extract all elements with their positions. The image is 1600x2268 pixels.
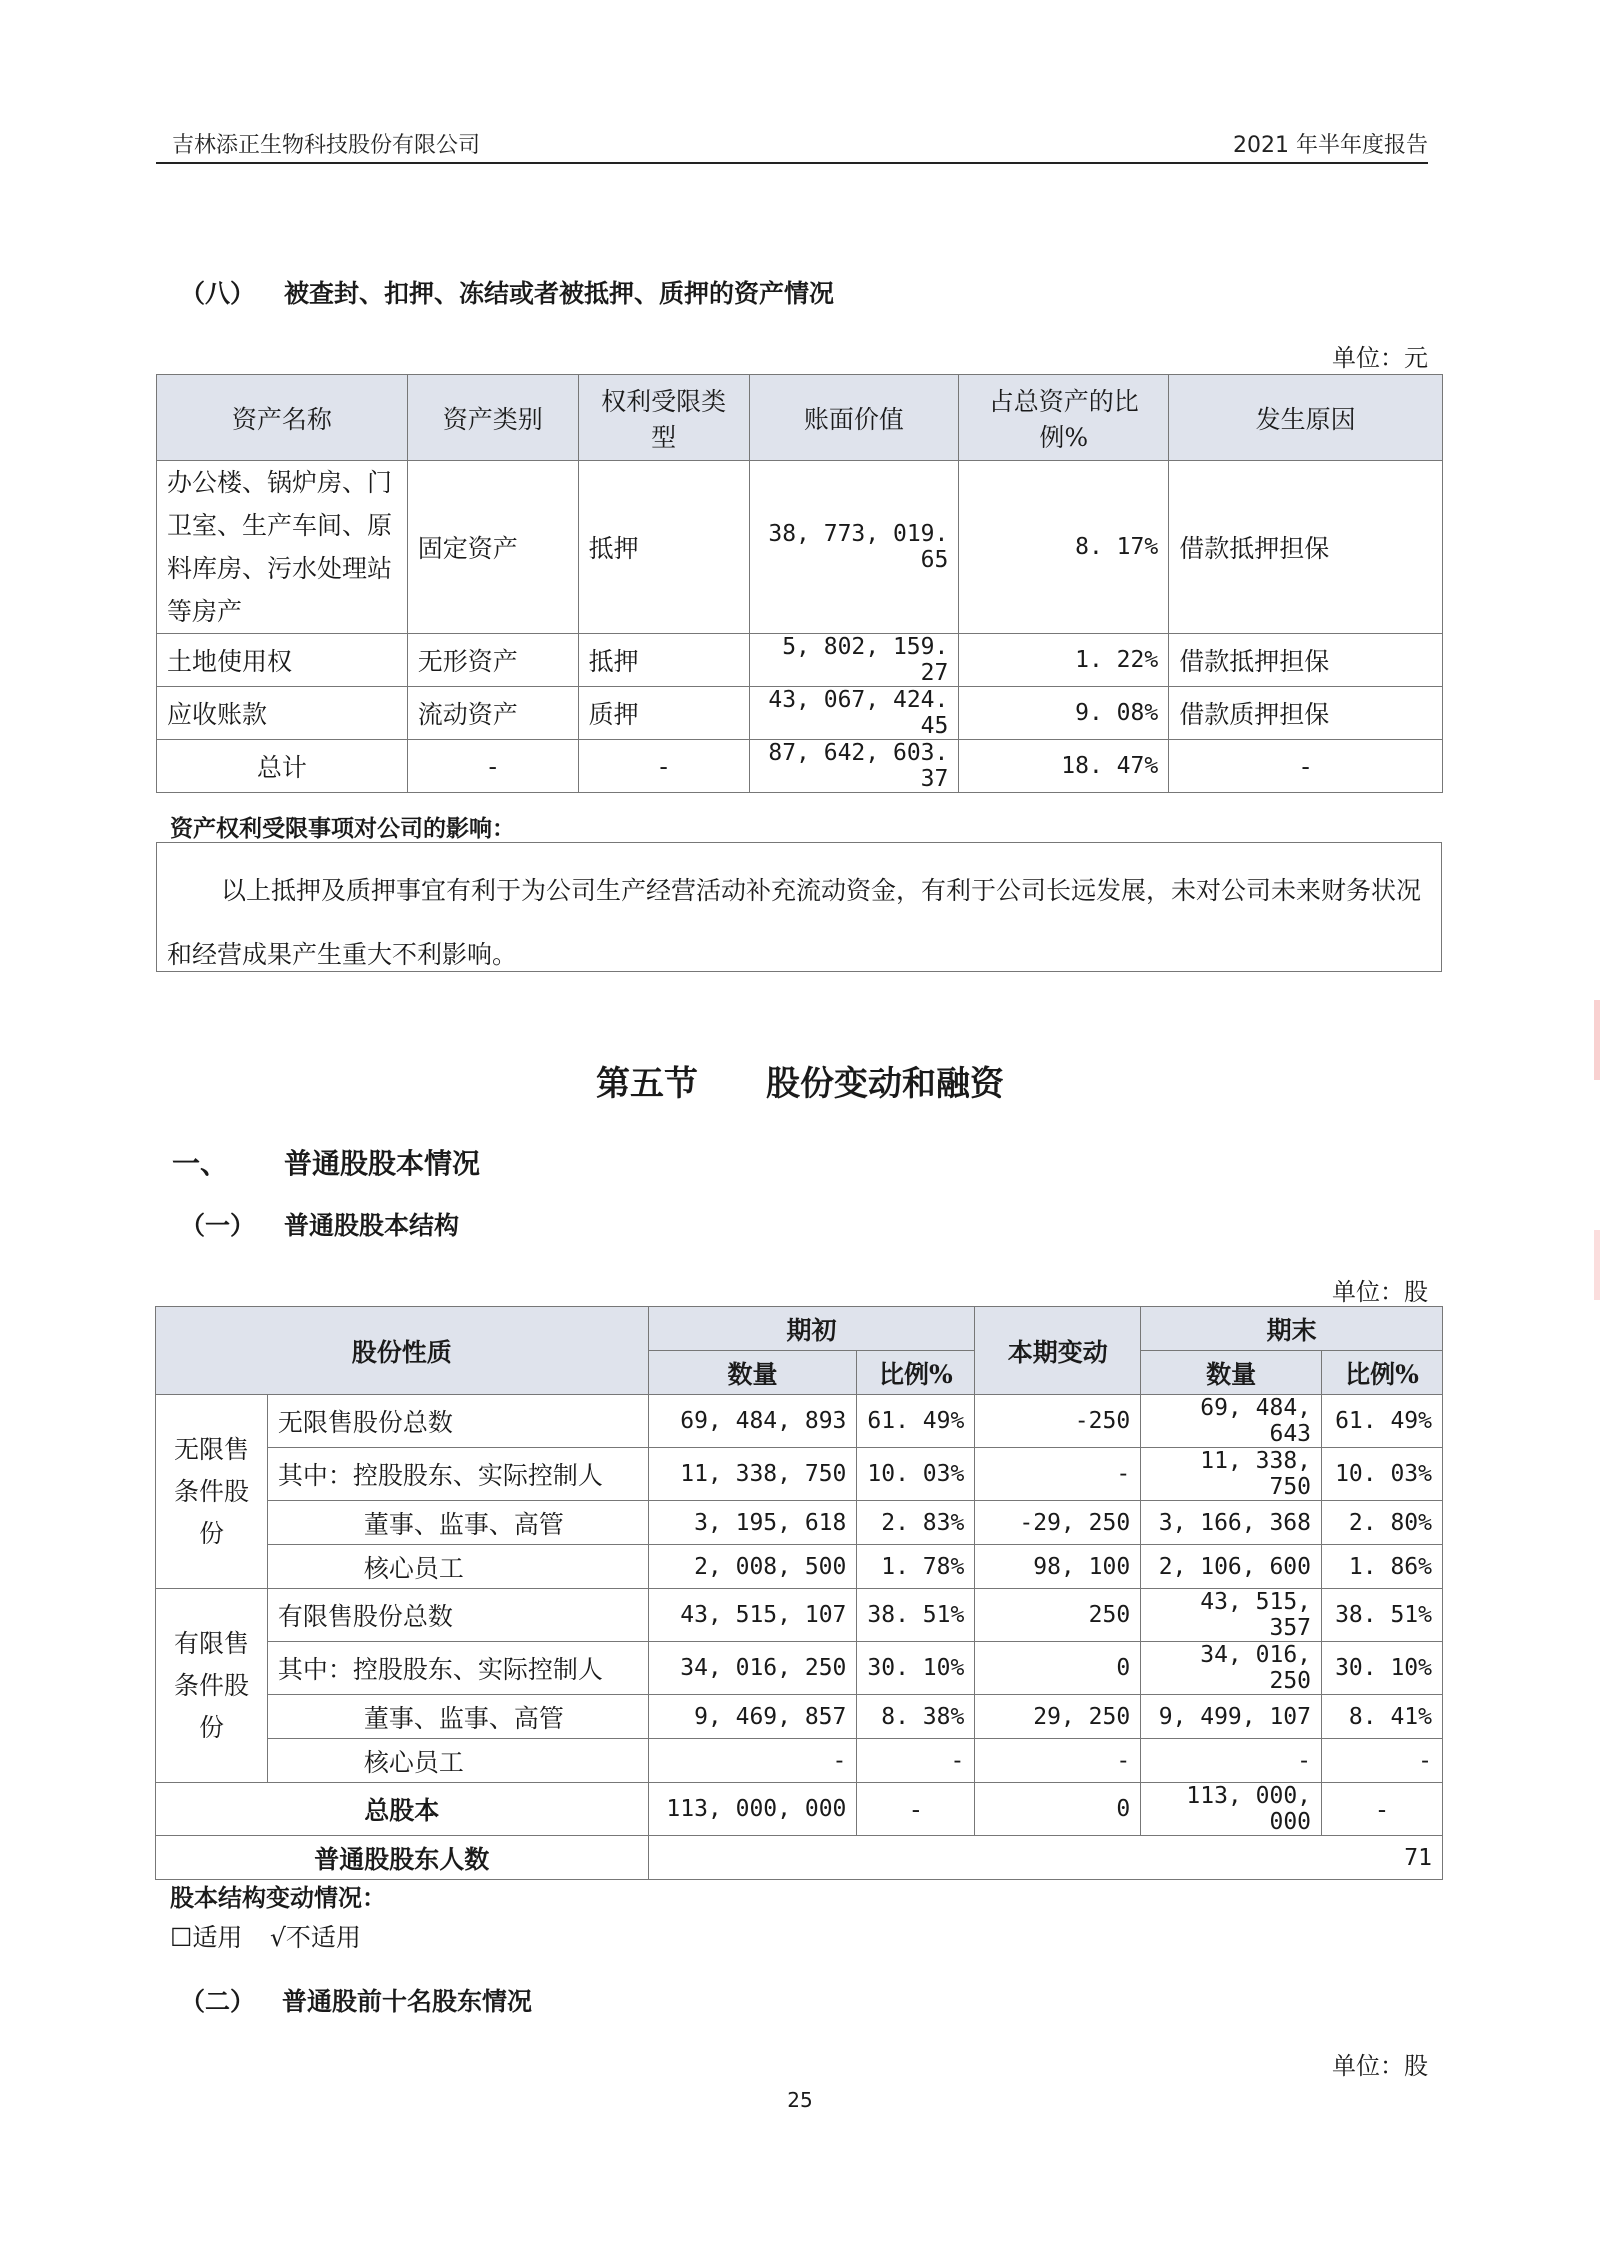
table-row bbox=[156, 1501, 1443, 1545]
holders-label: 普通股股东人数 bbox=[156, 1836, 649, 1880]
table-row bbox=[157, 634, 1443, 687]
begin-qty: 113, 000, 000 bbox=[648, 1783, 857, 1836]
end-qty: 34, 016, 250 bbox=[1141, 1642, 1322, 1695]
end-ratio: 2. 80% bbox=[1322, 1501, 1443, 1545]
end-ratio: 1. 86% bbox=[1322, 1545, 1443, 1589]
begin-ratio: 1. 78% bbox=[857, 1545, 975, 1589]
begin-ratio: - bbox=[857, 1783, 975, 1836]
seal-edge-mark bbox=[1594, 1230, 1600, 1300]
end-ratio: - bbox=[1322, 1739, 1443, 1783]
change-value: 0 bbox=[975, 1783, 1141, 1836]
asset-category: 无形资产 bbox=[407, 634, 578, 687]
table-row bbox=[156, 1395, 1443, 1448]
end-qty: 9, 499, 107 bbox=[1141, 1695, 1322, 1739]
share-nature-header: 股份性质 bbox=[156, 1307, 649, 1395]
end-qty: 2, 106, 600 bbox=[1141, 1545, 1322, 1589]
asset-ratio: 1. 22% bbox=[959, 634, 1169, 687]
begin-qty: 3, 195, 618 bbox=[648, 1501, 857, 1545]
change-value: 0 bbox=[975, 1642, 1141, 1695]
table-row bbox=[156, 1589, 1443, 1642]
option-applicable: ☐适用 bbox=[170, 1923, 243, 1952]
change-value: -250 bbox=[975, 1395, 1141, 1448]
total-share-label: 总股本 bbox=[156, 1783, 649, 1836]
share-row-name: 无限售股份总数 bbox=[267, 1395, 648, 1448]
begin-qty: 34, 016, 250 bbox=[648, 1642, 857, 1695]
share-row-name: 其中：控股股东、实际控制人 bbox=[267, 1448, 648, 1501]
change-value: 98, 100 bbox=[975, 1545, 1141, 1589]
asset-ratio: 9. 08% bbox=[959, 687, 1169, 740]
asset-reason: 借款质押担保 bbox=[1169, 687, 1443, 740]
end-ratio: - bbox=[1322, 1783, 1443, 1836]
header-company: 吉林添正生物科技股份有限公司 bbox=[172, 133, 481, 158]
asset-value: 5, 802, 159. 27 bbox=[749, 634, 959, 687]
asset-restriction: 抵押 bbox=[578, 461, 749, 634]
holders-count: 71 bbox=[648, 1836, 1442, 1880]
asset-value: 43, 067, 424. 45 bbox=[749, 687, 959, 740]
asset-restriction: 抵押 bbox=[578, 634, 749, 687]
change-value: -29, 250 bbox=[975, 1501, 1141, 1545]
share-row-name: 核心员工 bbox=[267, 1545, 648, 1589]
table-total-row bbox=[157, 740, 1443, 793]
period-begin-header: 期初 bbox=[648, 1307, 975, 1351]
begin-ratio: - bbox=[857, 1739, 975, 1783]
begin-qty: - bbox=[648, 1739, 857, 1783]
col-header: 资产类别 bbox=[407, 375, 578, 461]
part1-title: 普通股股本情况 bbox=[284, 1147, 481, 1180]
seal-edge-mark bbox=[1594, 1000, 1600, 1080]
change-value: 250 bbox=[975, 1589, 1141, 1642]
table-row bbox=[156, 1695, 1443, 1739]
table-header-row bbox=[156, 1307, 1443, 1351]
period-change-header: 本期变动 bbox=[975, 1307, 1141, 1395]
asset-category: 固定资产 bbox=[407, 461, 578, 634]
sub2-unit: 单位：股 bbox=[1332, 2052, 1428, 2080]
begin-ratio: 30. 10% bbox=[857, 1642, 975, 1695]
begin-ratio: 2. 83% bbox=[857, 1501, 975, 1545]
table-row bbox=[156, 1642, 1443, 1695]
asset-category: 流动资产 bbox=[407, 687, 578, 740]
period-end-header: 期末 bbox=[1141, 1307, 1443, 1351]
total-value: 87, 642, 603. 37 bbox=[749, 740, 959, 793]
end-ratio: 8. 41% bbox=[1322, 1695, 1443, 1739]
table-total-row bbox=[156, 1783, 1443, 1836]
begin-ratio: 8. 38% bbox=[857, 1695, 975, 1739]
begin-qty: 2, 008, 500 bbox=[648, 1545, 857, 1589]
end-qty: 3, 166, 368 bbox=[1141, 1501, 1322, 1545]
asset-name: 应收账款 bbox=[157, 687, 408, 740]
begin-qty-header: 数量 bbox=[648, 1351, 857, 1395]
page-number: 25 bbox=[787, 2088, 813, 2112]
table-holders-row bbox=[156, 1836, 1443, 1880]
sub1-title: 普通股股本结构 bbox=[284, 1211, 460, 1240]
section8-number: （八） bbox=[180, 279, 256, 308]
change-value: 29, 250 bbox=[975, 1695, 1141, 1739]
end-qty: 69, 484, 643 bbox=[1141, 1395, 1322, 1448]
total-label: 总计 bbox=[157, 740, 408, 793]
begin-ratio: 10. 03% bbox=[857, 1448, 975, 1501]
end-ratio: 38. 51% bbox=[1322, 1589, 1443, 1642]
change-title: 股本结构变动情况： bbox=[170, 1883, 386, 1912]
begin-qty: 9, 469, 857 bbox=[648, 1695, 857, 1739]
restricted-assets-table bbox=[156, 374, 1443, 793]
section5-title: 第五节 股份变动和融资 bbox=[596, 1064, 1004, 1104]
asset-value: 38, 773, 019. 65 bbox=[749, 461, 959, 634]
end-qty: - bbox=[1141, 1739, 1322, 1783]
col-header: 发生原因 bbox=[1169, 375, 1443, 461]
table-row bbox=[157, 461, 1443, 634]
total-ratio: 18. 47% bbox=[959, 740, 1169, 793]
asset-ratio: 8. 17% bbox=[959, 461, 1169, 634]
share-row-name: 董事、监事、高管 bbox=[267, 1695, 648, 1739]
end-ratio: 30. 10% bbox=[1322, 1642, 1443, 1695]
end-qty: 113, 000, 000 bbox=[1141, 1783, 1322, 1836]
sub1-number: （一） bbox=[180, 1211, 256, 1240]
col-header: 资产名称 bbox=[157, 375, 408, 461]
change-value: - bbox=[975, 1448, 1141, 1501]
begin-ratio: 61. 49% bbox=[857, 1395, 975, 1448]
asset-reason: 借款抵押担保 bbox=[1169, 461, 1443, 634]
end-qty: 11, 338, 750 bbox=[1141, 1448, 1322, 1501]
sub2-number: （二） bbox=[180, 1987, 256, 2016]
total-category: - bbox=[407, 740, 578, 793]
share-row-name: 核心员工 bbox=[267, 1739, 648, 1783]
end-ratio-header: 比例% bbox=[1322, 1351, 1443, 1395]
option-not-applicable: √不适用 bbox=[270, 1923, 361, 1952]
begin-qty: 11, 338, 750 bbox=[648, 1448, 857, 1501]
table-row bbox=[156, 1448, 1443, 1501]
section8-title: 被查封、扣押、冻结或者被抵押、质押的资产情况 bbox=[284, 279, 835, 308]
col-header: 权利受限类型 bbox=[578, 375, 749, 461]
share-row-name: 有限售股份总数 bbox=[267, 1589, 648, 1642]
header-report-title: 2021 年半年度报告 bbox=[1233, 133, 1428, 158]
share-row-name: 董事、监事、高管 bbox=[267, 1501, 648, 1545]
begin-qty: 43, 515, 107 bbox=[648, 1589, 857, 1642]
impact-text-box: 以上抵押及质押事宜有利于为公司生产经营活动补充流动资金，有利于公司长远发展，未对公司未来财务状况和经营成果产生重大不利影响。 bbox=[156, 842, 1442, 972]
begin-qty: 69, 484, 893 bbox=[648, 1395, 857, 1448]
asset-name: 土地使用权 bbox=[157, 634, 408, 687]
begin-ratio: 38. 51% bbox=[857, 1589, 975, 1642]
col-header: 占总资产的比例% bbox=[959, 375, 1169, 461]
group-label: 无限售条件股份 bbox=[156, 1395, 268, 1589]
asset-name: 办公楼、锅炉房、门卫室、生产车间、原料库房、污水处理站等房产 bbox=[157, 461, 408, 634]
change-value: - bbox=[975, 1739, 1141, 1783]
end-ratio: 61. 49% bbox=[1322, 1395, 1443, 1448]
section8-unit: 单位：元 bbox=[1332, 344, 1428, 372]
end-qty-header: 数量 bbox=[1141, 1351, 1322, 1395]
total-restriction: - bbox=[578, 740, 749, 793]
part1-number: 一、 bbox=[172, 1147, 229, 1180]
end-qty: 43, 515, 357 bbox=[1141, 1589, 1322, 1642]
impact-title: 资产权利受限事项对公司的影响： bbox=[170, 815, 515, 842]
col-header: 账面价值 bbox=[749, 375, 959, 461]
group-label: 有限售条件股份 bbox=[156, 1589, 268, 1783]
table-header-row bbox=[157, 375, 1443, 461]
sub2-title: 普通股前十名股东情况 bbox=[282, 1987, 533, 2016]
table-row bbox=[156, 1739, 1443, 1783]
begin-ratio-header: 比例% bbox=[857, 1351, 975, 1395]
asset-reason: 借款抵押担保 bbox=[1169, 634, 1443, 687]
total-reason: - bbox=[1169, 740, 1443, 793]
table-row bbox=[157, 687, 1443, 740]
end-ratio: 10. 03% bbox=[1322, 1448, 1443, 1501]
asset-restriction: 质押 bbox=[578, 687, 749, 740]
share-row-name: 其中：控股股东、实际控制人 bbox=[267, 1642, 648, 1695]
table-row bbox=[156, 1545, 1443, 1589]
header-divider bbox=[156, 162, 1428, 164]
share-structure-table bbox=[155, 1306, 1443, 1880]
sub1-unit: 单位：股 bbox=[1332, 1278, 1428, 1306]
